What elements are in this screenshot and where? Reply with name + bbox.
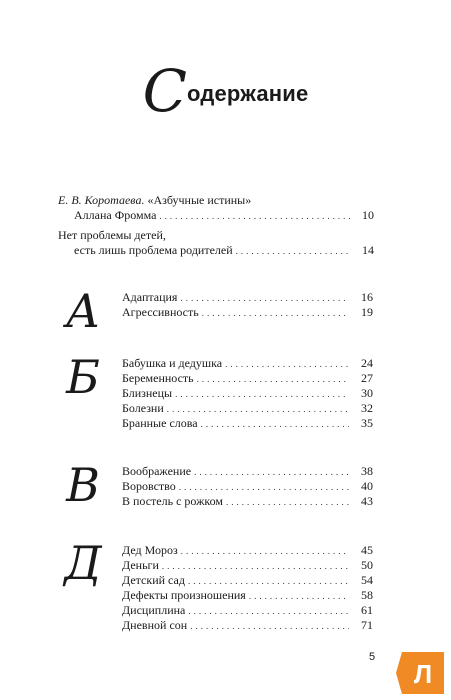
section-letter-a: А xyxy=(65,284,101,338)
intro-entry-1-title2: Аллана Фромма xyxy=(74,208,157,222)
intro-entry-2-page: 14 xyxy=(362,243,374,257)
toc-entry-title: Адаптация xyxy=(122,290,178,304)
publisher-watermark-icon xyxy=(396,650,446,696)
toc-entry-title: Агрессивность xyxy=(122,305,199,319)
toc-entry[interactable] xyxy=(122,356,373,371)
toc-entry-title: Детский сад xyxy=(122,573,185,587)
leader-dots xyxy=(194,465,349,480)
toc-entry-page: 50 xyxy=(361,558,373,572)
toc-entry-page: 54 xyxy=(361,573,373,587)
toc-entry-title: Дисциплина xyxy=(122,603,186,617)
toc-entry-page: 43 xyxy=(361,494,373,508)
toc-entry-page: 30 xyxy=(361,386,373,400)
intro-entry-2-title2: есть лишь проблема родителей xyxy=(74,243,233,257)
toc-entry-page: 19 xyxy=(361,305,373,319)
leader-dots xyxy=(167,402,349,417)
toc-entry[interactable] xyxy=(122,573,373,588)
toc-entry[interactable] xyxy=(122,618,373,633)
leader-dots xyxy=(188,604,349,619)
toc-entry-title: Воровство xyxy=(122,479,176,493)
leader-dots xyxy=(179,480,349,495)
toc-entry-title: Болезни xyxy=(122,401,164,415)
toc-entry-page: 40 xyxy=(361,479,373,493)
toc-entry-page: 45 xyxy=(361,543,373,557)
leader-dots xyxy=(249,589,349,604)
leader-dots xyxy=(225,357,349,372)
toc-entry-title: Беременность xyxy=(122,371,194,385)
toc-entry-title: Дефекты произношения xyxy=(122,588,246,602)
toc-entry-page: 58 xyxy=(361,588,373,602)
toc-entry[interactable] xyxy=(122,588,373,603)
toc-entry[interactable] xyxy=(122,558,373,573)
leader-dots xyxy=(197,372,349,387)
intro-entry-2[interactable] xyxy=(58,228,374,258)
intro-entry-1-line1 xyxy=(58,193,374,208)
toc-entry[interactable] xyxy=(122,305,373,320)
toc-entry-title: Дед Мороз xyxy=(122,543,178,557)
leader-dots xyxy=(175,387,349,402)
section-d-entries xyxy=(122,543,373,633)
leader-dots xyxy=(188,574,349,589)
toc-entry-title: Дневной сон xyxy=(122,618,188,632)
svg-text:Л: Л xyxy=(413,659,433,689)
section-v-entries xyxy=(122,464,373,509)
toc-entry[interactable] xyxy=(122,386,373,401)
leader-dots xyxy=(181,544,349,559)
intro-entry-1-title: «Азбучные истины» xyxy=(147,193,252,207)
intro-entry-2-line2 xyxy=(58,243,374,258)
page-title xyxy=(0,57,451,125)
intro-entry-1-line2 xyxy=(58,208,374,223)
toc-entry-title: Близнецы xyxy=(122,386,173,400)
toc-entry[interactable] xyxy=(122,401,373,416)
toc-entry[interactable] xyxy=(122,290,373,305)
title-rest: одержание xyxy=(186,81,309,106)
toc-entry-page: 61 xyxy=(361,603,373,617)
leader-dots xyxy=(190,619,349,634)
intro-entry-1-page: 10 xyxy=(362,208,374,222)
title-initial: С xyxy=(142,57,187,125)
leader-dots xyxy=(159,209,350,224)
toc-entry-title: Бранные слова xyxy=(122,416,198,430)
leader-dots xyxy=(226,495,349,510)
toc-entry-page: 71 xyxy=(361,618,373,632)
intro-author: Е. В. Коротаева. xyxy=(58,193,145,207)
leader-dots xyxy=(236,244,350,259)
section-letter-v: В xyxy=(66,458,100,512)
toc-entry-title: В постель с рожком xyxy=(122,494,223,508)
leader-dots xyxy=(162,559,349,574)
toc-entry-page: 16 xyxy=(361,290,373,304)
toc-entry-page: 35 xyxy=(361,416,373,430)
leader-dots xyxy=(202,306,349,321)
toc-entry-page: 24 xyxy=(361,356,373,370)
toc-entry[interactable] xyxy=(122,464,373,479)
toc-entry[interactable] xyxy=(122,371,373,386)
toc-entry-page: 27 xyxy=(361,371,373,385)
toc-entry-title: Деньги xyxy=(122,558,159,572)
section-b-entries xyxy=(122,356,373,431)
leader-dots xyxy=(201,417,349,432)
toc-entry[interactable] xyxy=(122,494,373,509)
page-number: 5 xyxy=(369,651,376,663)
toc-entry[interactable] xyxy=(122,416,373,431)
leader-dots xyxy=(180,291,349,306)
toc-entry[interactable] xyxy=(122,479,373,494)
toc-entry-page: 38 xyxy=(361,464,373,478)
intro-entry-1[interactable] xyxy=(58,193,374,223)
toc-entry[interactable] xyxy=(122,603,373,618)
toc-entry-title: Воображение xyxy=(122,464,192,478)
section-letter-b: Б xyxy=(66,350,100,404)
toc-entry[interactable] xyxy=(122,543,373,558)
toc-entry-title: Бабушка и дедушка xyxy=(122,356,223,370)
toc-entry-page: 32 xyxy=(361,401,373,415)
section-a-entries xyxy=(122,290,373,320)
section-letter-d: Д xyxy=(64,536,102,590)
intro-entry-2-line1: Нет проблемы детей, xyxy=(58,228,166,242)
